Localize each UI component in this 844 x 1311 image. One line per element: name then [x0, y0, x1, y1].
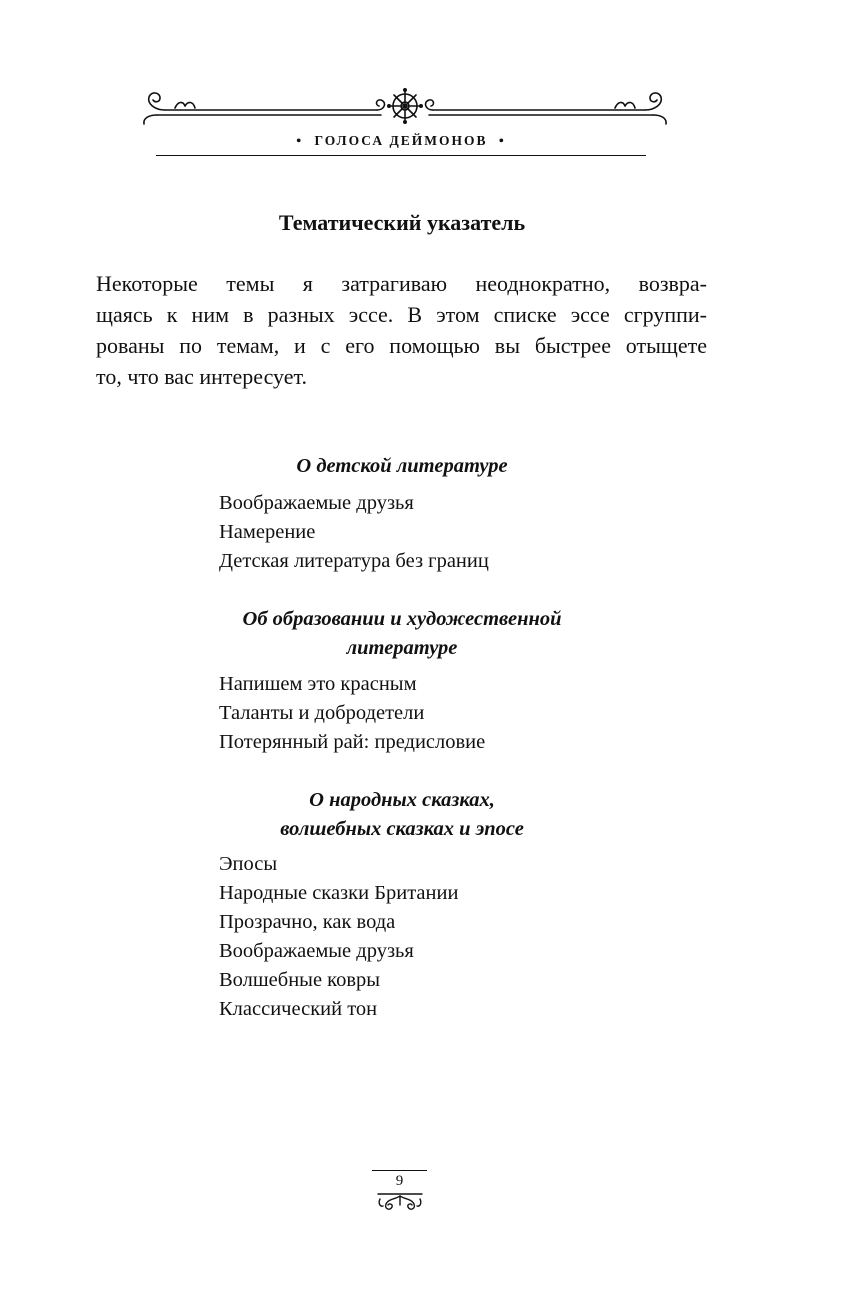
section-heading-line: О народных сказках, [309, 789, 495, 811]
index-entry: Напишем это красным [219, 673, 417, 695]
section-heading-folk-tales [160, 786, 644, 844]
section-heading-line: литературе [346, 637, 458, 659]
intro-line: щаясь к ним в разных эссе. В этом списке эссе сгруппи- [96, 302, 707, 327]
index-entry: Воображаемые друзья [219, 492, 414, 514]
index-entry: Намерение [219, 521, 316, 543]
index-entry: Классический тон [219, 998, 378, 1020]
section-heading-line: волшебных сказках и эпосе [280, 818, 524, 840]
bullet-left: • [296, 134, 304, 149]
page-number: 9 [395, 1173, 404, 1189]
index-entry: Прозрачно, как вода [219, 911, 396, 933]
index-entry: Народные сказки Британии [219, 882, 459, 904]
section-entries-folk-tales [219, 850, 458, 1024]
section-entries-childrens-literature [219, 489, 489, 576]
running-head-rule [156, 155, 646, 156]
folio [372, 1170, 427, 1213]
section-entries-education [219, 670, 485, 757]
index-entry: Потерянный рай: предисловие [219, 731, 486, 753]
section-heading-education [160, 605, 644, 663]
intro-line: то, что вас интересует. [96, 364, 307, 389]
flourish-ornament-icon [374, 1191, 426, 1213]
section-heading-line: Об образовании и художественной [242, 608, 562, 630]
running-head [156, 133, 646, 150]
index-entry: Воображаемые друзья [219, 940, 414, 962]
ship-wheel-ornament-icon [135, 88, 675, 132]
index-entry: Волшебные ковры [219, 969, 381, 991]
index-entry: Таланты и добродетели [219, 702, 425, 724]
intro-paragraph [96, 268, 707, 392]
page-title: Тематический указатель [278, 210, 526, 235]
bullet-right: • [498, 134, 506, 149]
running-head-text: ГОЛОСА ДЕЙМОНОВ [314, 133, 488, 148]
section-heading-childrens-literature [160, 452, 644, 481]
intro-line: Некоторые темы я затрагиваю неоднократно, возвра- [96, 271, 707, 296]
section-heading-line: О детской литературе [296, 455, 508, 477]
index-entry: Детская литература без границ [219, 550, 489, 572]
intro-line: рованы по темам, и с его помощью вы быстрее отыщете [96, 333, 707, 358]
index-entry: Эпосы [219, 853, 278, 875]
